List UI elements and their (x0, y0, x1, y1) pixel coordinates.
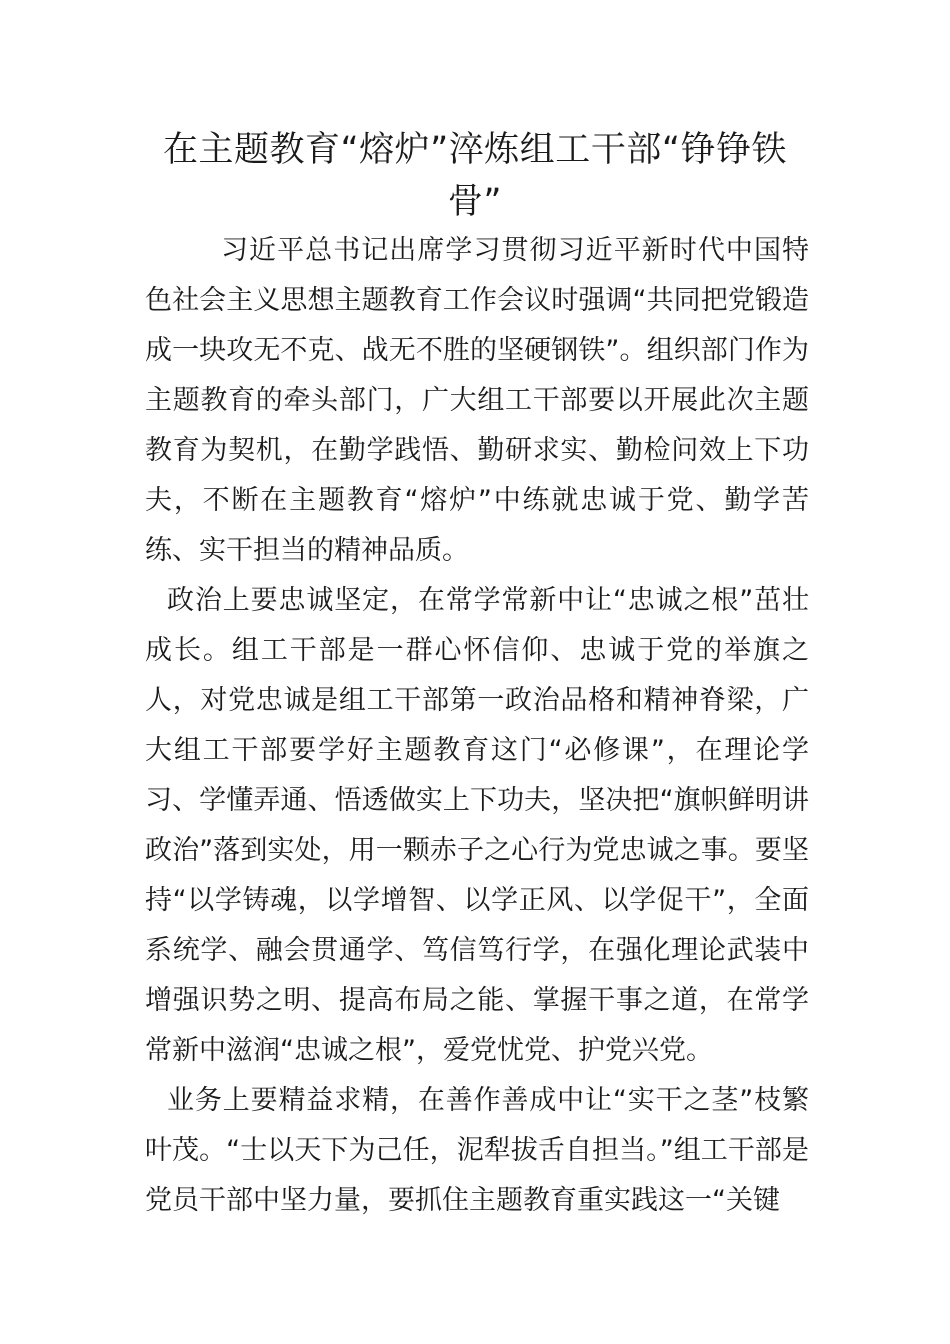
document-title: 在主题教育“熔炉”淬炼组工干部“铮铮铁骨” (163, 130, 787, 222)
paragraph-intro: 习近平总书记出席学习贯彻习近平新时代中国特色社会主义思想主题教育工作会议时强调“共同把党锻造成一块攻无不克、战无不胜的坚硬钢铁”。组织部门作为主题教育的牵头部门，广大组工干部要以开展此次主题教育为契机，在勤学践悟、勤研求实、勤检问效上下功夫，不断在主题教育“熔炉”中练就忠诚于党、勤学苦练、实干担当的精神品质。 (145, 235, 809, 566)
paragraph-business: 业务上要精益求精，在善作善成中让“实干之茎”枝繁叶茂。“士以天下为己任，泥犁拔舌自担当。”组工干部是党员干部中坚力量，要抓住主题教育重实践这一“关键 (145, 1085, 809, 1216)
document-body (145, 226, 809, 1226)
paragraph-political: 政治上要忠诚坚定，在常学常新中让“忠诚之根”茁壮成长。组工干部是一群心怀信仰、忠诚于党的举旗之人，对党忠诚是组工干部第一政治品格和精神脊梁，广大组工干部要学好主题教育这门“必修课”，在理论学习、学懂弄通、悟透做实上下功夫，坚决把“旗帜鲜明讲政治”落到实处，用一颗赤子之心行为党忠诚之事。要坚持“以学铸魂，以学增智、以学正风、以学促干”，全面系统学、融会贯通学、笃信笃行学，在强化理论武装中增强识势之明、提高布局之能、掌握干事之道，在常学常新中滋润“忠诚之根”，爱党忧党、护党兴党。 (145, 585, 809, 1066)
